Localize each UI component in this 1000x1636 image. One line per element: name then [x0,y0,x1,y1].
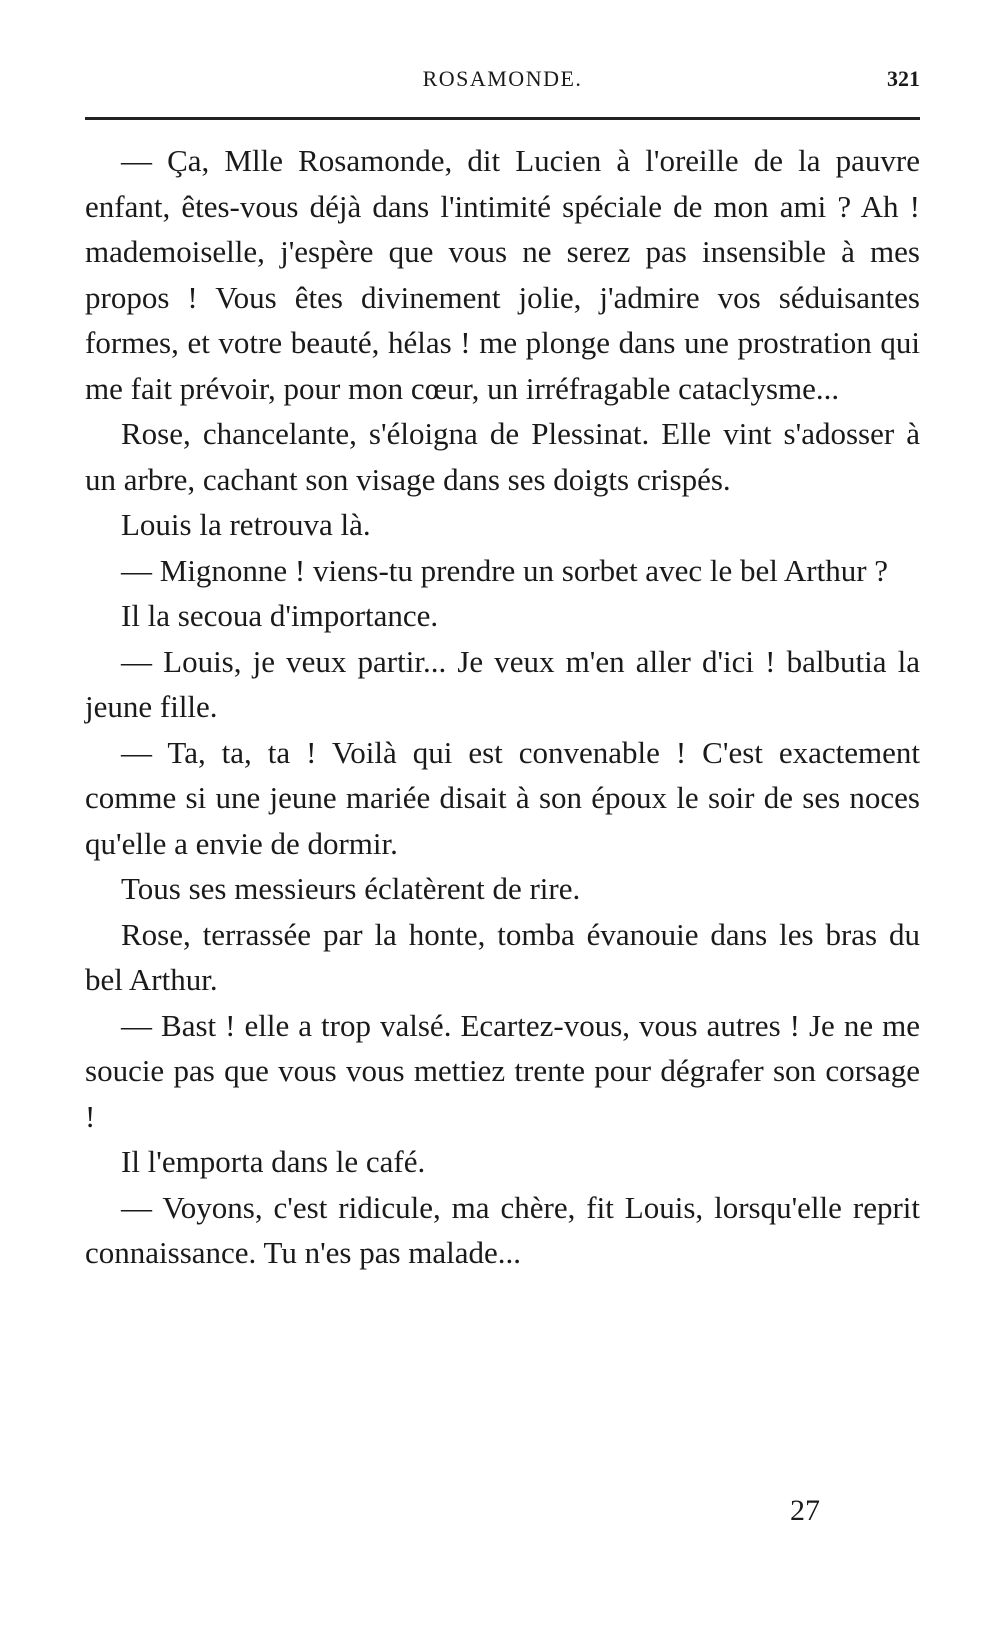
paragraph: — Louis, je veux partir... Je veux m'en aller d'ici ! balbutia la jeune fille. [85,643,920,724]
paragraph: — Bast ! elle a trop valsé. Ecartez-vous, vous autres ! Je ne me soucie pas que vous vous mettiez trente pour dégrafer son corsage ! [85,1007,920,1134]
header-rule [85,117,920,120]
running-title: ROSAMONDE. [422,66,583,91]
page-header [85,66,920,106]
paragraph: Rose, terrassée par la honte, tomba évanouie dans les bras du bel Arthur. [85,916,920,997]
paragraph: — Mignonne ! viens-tu prendre un sorbet avec le bel Arthur ? [121,552,889,588]
paragraph: Rose, chancelante, s'éloigna de Plessinat. Elle vint s'adosser à un arbre, cachant son visage dans ses doigts crispés. [85,416,920,497]
paragraph: Louis la retrouva là. [121,507,371,542]
signature-mark: 27 [790,1494,820,1527]
paragraph: — Ça, Mlle Rosamonde, dit Lucien à l'oreille de la pauvre enfant, êtes-vous déjà dans l'intimité spéciale de mon ami ? Ah ! mademoiselle, j'espère que vous ne serez pas insensible à mes propos ! Vous êtes divinement jolie, j'admire vos séduisantes formes, et votre beauté, hélas ! me plonge dans une prostration qui me fait prévoir, pour mon cœur, un irréfragable cataclysme... [85,143,920,406]
paragraph: — Ta, ta, ta ! Voilà qui est convenable ! C'est exactement comme si une jeune mariée disait à son époux le soir de ses noces qu'elle a envie de dormir. [85,734,920,861]
body-text [85,138,920,1276]
paragraph: — Voyons, c'est ridicule, ma chère, fit Louis, lorsqu'elle reprit connaissance. Tu n'es pas malade... [85,1189,920,1270]
paragraph: Il la secoua d'importance. [121,598,439,633]
paragraph: Tous ses messieurs éclatèrent de rire. [121,871,581,906]
page-number: 321 [887,66,920,91]
paragraph: Il l'emporta dans le café. [121,1144,426,1179]
